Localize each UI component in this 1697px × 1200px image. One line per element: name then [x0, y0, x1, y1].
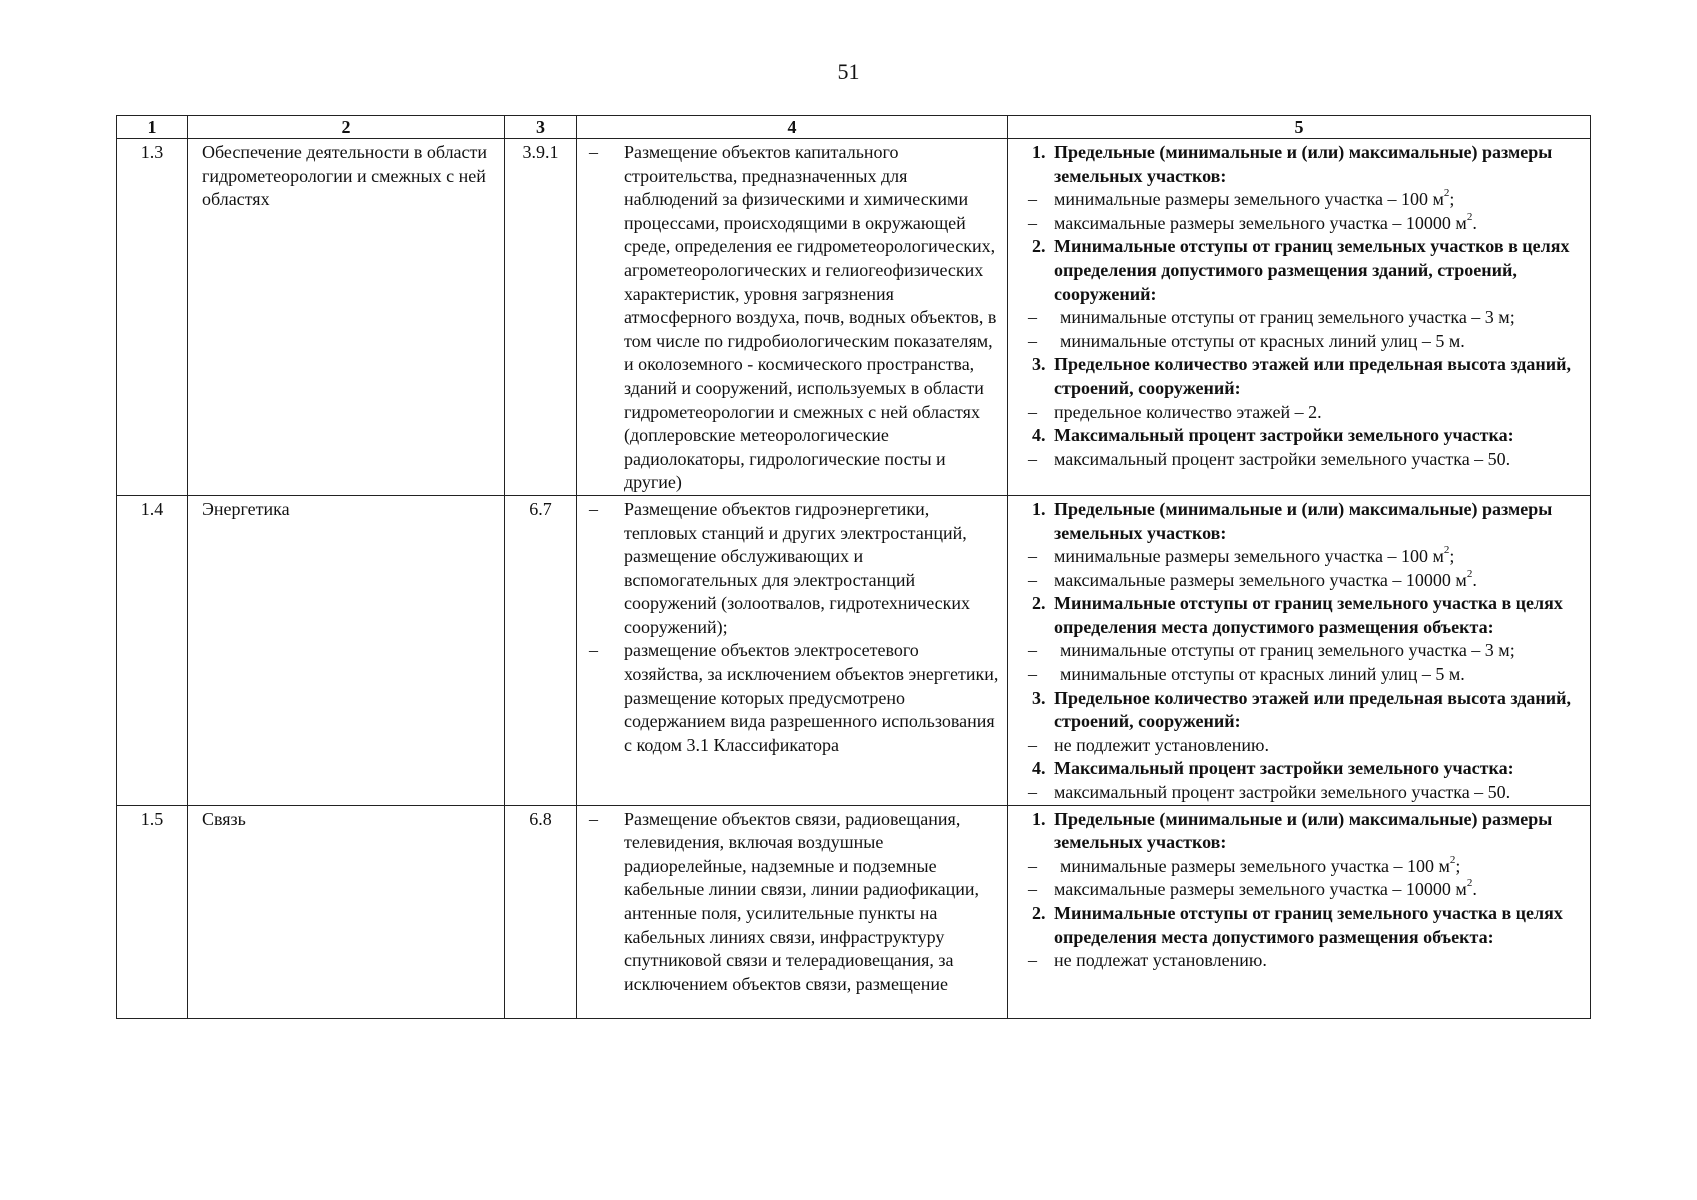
- parameter-heading: [1018, 592, 1584, 639]
- use-type-name: Обеспечение деятельности в области гидрометеорологии и смежных с ней областях: [188, 139, 505, 496]
- description-text: Размещение объектов капитального строительства, предназначенных для наблюдений за физическими и химическими процессами, происходящими в окружающей среде, определения ее гидрометеорологических, агрометеорологических и гелиогеофизических характеристик, уровня загрязнения атмосферного воздуха, почв, водных объектов, в том числе по гидробиологическим показателям, и околоземного - космического пространства, зданий и сооружений, используемых в области гидрометеорологии и смежных с ней областях (доплеровские метеорологические радиолокаторы, гидрологические посты и другие): [624, 142, 997, 493]
- parameter-number: 1.: [1032, 808, 1046, 829]
- dash-marker: –: [1028, 448, 1037, 469]
- page-number: 51: [837, 59, 860, 84]
- column-header: 5: [1008, 116, 1591, 139]
- punctuation: .: [1472, 212, 1477, 233]
- use-description: [577, 139, 1008, 496]
- description-text: Размещение объектов гидроэнергетики, тепловых станций и других электростанций, размещение обслуживающих и вспомогательных для электростанций сооружений (золоотвалов, гидротехнических сооружений);: [624, 498, 971, 637]
- parameters: [1008, 805, 1591, 1018]
- dash-marker: –: [1028, 664, 1037, 685]
- use-type-code: 3.9.1: [505, 139, 577, 496]
- use-type-name: Энергетика: [188, 495, 505, 805]
- parameter-number: 4.: [1032, 758, 1046, 779]
- row-number: 1.4: [117, 495, 188, 805]
- parameter-text: максимальные размеры земельного участка – 10000 м: [1054, 879, 1467, 900]
- dash-marker: –: [1028, 546, 1037, 567]
- use-type-code: 6.7: [505, 495, 577, 805]
- dash-marker: –: [1028, 307, 1037, 328]
- dash-marker: –: [1028, 189, 1037, 210]
- parameter-text: минимальные отступы от красных линий улиц – 5 м.: [1060, 664, 1465, 685]
- parameter-item: [1018, 639, 1584, 663]
- use-type-code: 6.8: [505, 805, 577, 1018]
- row-number: 1.3: [117, 139, 188, 496]
- parameter-title: Максимальный процент застройки земельного участка:: [1054, 758, 1514, 779]
- table-row: [117, 805, 1591, 1018]
- description-text: Размещение объектов связи, радиовещания, телевидения, включая воздушные радиорелейные, надземные и подземные кабельные линии связи, линии радиофикации, антенные поля, усилительные пункты на кабельных линиях связи, инфраструктуру спутниковой связи и телерадиовещания, за исключением объектов связи, размещение: [624, 808, 980, 994]
- punctuation: .: [1472, 569, 1477, 590]
- header-row: [117, 116, 1591, 139]
- dash-marker: –: [1028, 569, 1037, 590]
- parameter-heading: [1018, 757, 1584, 781]
- table-row: [117, 495, 1591, 805]
- parameter-title: Предельные (минимальные и (или) максимальные) размеры земельных участков:: [1054, 142, 1553, 186]
- dash-marker: –: [1028, 855, 1037, 876]
- parameter-item: [1018, 330, 1584, 354]
- parameter-text: максимальные размеры земельного участка – 10000 м: [1054, 569, 1467, 590]
- dash-marker: –: [1028, 879, 1037, 900]
- parameters: [1008, 495, 1591, 805]
- superscript: 2: [1466, 210, 1473, 223]
- parameter-item: [1018, 855, 1584, 879]
- use-description: [577, 495, 1008, 805]
- parameter-number: 1.: [1032, 142, 1046, 162]
- parameter-heading: [1018, 902, 1584, 949]
- parameter-item: [1018, 188, 1584, 212]
- parameter-number: 1.: [1032, 498, 1046, 519]
- parameter-item: [1018, 569, 1584, 593]
- column-header: 1: [117, 116, 188, 139]
- parameter-text: минимальные отступы от границ земельного участка – 3 м;: [1060, 640, 1515, 661]
- parameter-item: [1018, 448, 1584, 472]
- punctuation: ;: [1455, 855, 1461, 876]
- parameter-text: минимальные отступы от границ земельного участка – 3 м;: [1060, 307, 1515, 328]
- punctuation: .: [1472, 879, 1477, 900]
- parameter-item: [1018, 306, 1584, 330]
- parameter-text: минимальные отступы от красных линий улиц – 5 м.: [1060, 330, 1465, 351]
- parameter-heading: [1018, 498, 1584, 545]
- parameter-heading: [1018, 235, 1584, 306]
- parameter-number: 2.: [1032, 236, 1046, 257]
- description-item: [587, 498, 1001, 640]
- superscript: 2: [1443, 187, 1450, 200]
- dash-marker: –: [1028, 782, 1037, 803]
- parameter-text: максимальный процент застройки земельного участка – 50.: [1054, 448, 1511, 469]
- table-row: [117, 139, 1591, 496]
- parameter-heading: [1018, 424, 1584, 448]
- parameter-item: [1018, 212, 1584, 236]
- punctuation: ;: [1449, 189, 1455, 210]
- parameter-item: [1018, 545, 1584, 569]
- description-item: [587, 639, 1001, 757]
- parameters: [1008, 139, 1591, 496]
- regulations-table: [116, 115, 1591, 1019]
- parameter-text: минимальные размеры земельного участка – 100 м: [1054, 189, 1444, 210]
- dash-marker: –: [1028, 330, 1037, 351]
- superscript: 2: [1443, 544, 1450, 557]
- parameter-item: [1018, 401, 1584, 425]
- parameter-number: 4.: [1032, 425, 1046, 446]
- dash-marker: –: [1028, 401, 1037, 422]
- parameter-item: [1018, 734, 1584, 758]
- parameter-heading: [1018, 687, 1584, 734]
- parameter-title: Максимальный процент застройки земельного участка:: [1054, 425, 1514, 446]
- parameter-number: 2.: [1032, 593, 1046, 614]
- parameter-title: Предельные (минимальные и (или) максимальные) размеры земельных участков:: [1054, 808, 1553, 853]
- column-header: 2: [188, 116, 505, 139]
- use-description: [577, 805, 1008, 1018]
- dash-marker: –: [589, 142, 598, 162]
- use-type-name: Связь: [188, 805, 505, 1018]
- dash-marker: –: [1028, 950, 1037, 971]
- dash-marker: –: [1028, 734, 1037, 755]
- parameter-heading: [1018, 353, 1584, 400]
- parameter-item: [1018, 663, 1584, 687]
- dash-marker: –: [589, 808, 598, 829]
- parameter-number: 3.: [1032, 354, 1046, 375]
- column-header: 4: [577, 116, 1008, 139]
- superscript: 2: [1466, 877, 1473, 890]
- parameter-item: [1018, 949, 1584, 973]
- parameter-text: предельное количество этажей – 2.: [1054, 401, 1322, 422]
- parameter-title: Минимальные отступы от границ земельных участков в целях определения допустимого размещения зданий, строений, сооружений:: [1054, 236, 1570, 304]
- superscript: 2: [1449, 853, 1456, 866]
- description-item: [587, 141, 1001, 495]
- dash-marker: –: [1028, 212, 1037, 233]
- description-item: [587, 808, 1001, 997]
- parameter-heading: [1018, 141, 1584, 188]
- parameter-text: минимальные размеры земельного участка – 100 м: [1060, 855, 1450, 876]
- dash-marker: –: [589, 498, 598, 519]
- parameter-text: максимальные размеры земельного участка – 10000 м: [1054, 212, 1467, 233]
- punctuation: ;: [1449, 546, 1455, 567]
- parameter-title: Минимальные отступы от границ земельного участка в целях определения места допустимого размещения объекта:: [1054, 593, 1563, 637]
- description-text: размещение объектов электросетевого хозяйства, за исключением объектов энергетики, размещение которых предусмотрено содержанием вида разрешенного использования с кодом 3.1 Классификатора: [624, 640, 999, 755]
- parameter-heading: [1018, 808, 1584, 855]
- column-header: 3: [505, 116, 577, 139]
- dash-marker: –: [1028, 640, 1037, 661]
- parameter-text: минимальные размеры земельного участка – 100 м: [1054, 546, 1444, 567]
- parameter-item: [1018, 781, 1584, 805]
- superscript: 2: [1466, 567, 1473, 580]
- parameter-title: Предельное количество этажей или предельная высота зданий, строений, сооружений:: [1054, 354, 1572, 398]
- parameter-number: 2.: [1032, 903, 1046, 923]
- parameter-title: Предельное количество этажей или предельная высота зданий, строений, сооружений:: [1054, 687, 1572, 732]
- parameter-item: [1018, 878, 1584, 902]
- parameter-text: не подлежат установлению.: [1054, 950, 1267, 971]
- parameter-text: не подлежит установлению.: [1054, 734, 1269, 755]
- dash-marker: –: [589, 640, 598, 661]
- parameter-title: Предельные (минимальные и (или) максимальные) размеры земельных участков:: [1054, 498, 1553, 543]
- row-number: 1.5: [117, 805, 188, 1018]
- parameter-title: Минимальные отступы от границ земельного участка в целях определения места допустимого размещения объекта:: [1054, 903, 1563, 947]
- parameter-text: максимальный процент застройки земельного участка – 50.: [1054, 782, 1511, 803]
- parameter-number: 3.: [1032, 687, 1046, 708]
